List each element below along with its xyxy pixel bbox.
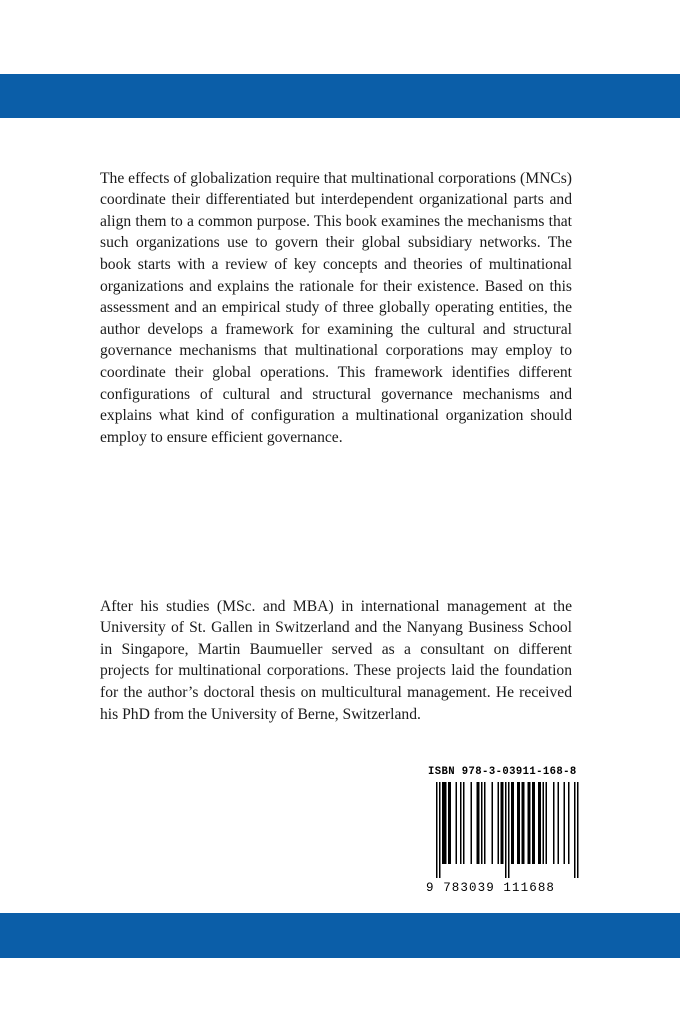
bottom-color-band	[0, 913, 680, 958]
isbn-barcode	[426, 766, 586, 895]
barcode-bar	[543, 782, 545, 864]
barcode-bar	[456, 782, 458, 864]
barcode-bar	[546, 782, 548, 864]
barcode-bar	[463, 782, 465, 864]
barcode-bar	[529, 782, 531, 864]
barcode-bar	[574, 782, 576, 878]
barcode-bar	[502, 782, 504, 864]
barcode-bar	[498, 782, 500, 864]
barcode-bar	[442, 782, 444, 864]
barcode-bar	[471, 782, 473, 864]
barcode-bar	[508, 782, 510, 878]
barcode-bar	[439, 782, 441, 878]
ean-digits: 9 783039 111688	[426, 881, 556, 895]
barcode-bar	[568, 782, 570, 864]
barcode-bar	[501, 782, 503, 864]
barcode-bar	[436, 782, 438, 878]
barcode-bar	[450, 782, 452, 864]
barcode-bar	[538, 782, 540, 864]
barcode-bar	[519, 782, 521, 864]
barcode-bar	[534, 782, 536, 864]
barcode-bar	[477, 782, 479, 864]
isbn-label: ISBN 978-3-03911-168-8	[428, 766, 577, 778]
barcode-bar	[484, 782, 486, 864]
barcode-bar	[444, 782, 446, 864]
barcode-bar	[540, 782, 542, 864]
barcode-bar	[460, 782, 462, 864]
author-bio: After his studies (MSc. and MBA) in international management at the University of St. Gallen in Switzerland and the Nanyang Business School in Singapore, Martin Baumueller served as a consultant on different projects for multinational corporations. These projects laid the foundation for the author’s doctoral thesis on multicultural management. He received his PhD from the University of Berne, Switzerland.	[100, 597, 572, 723]
barcode-bar	[532, 782, 534, 864]
barcode-bar	[511, 782, 513, 864]
barcode-bar	[481, 782, 483, 864]
top-color-band	[0, 74, 680, 118]
barcode-bar	[505, 782, 507, 878]
book-synopsis: The effects of globalization require that multinational corporations (MNCs) coordinate their differentiated but interdependent organizational parts and align them to a common purpose. This book examines the mechanisms that such organizations use to govern their global subsidiary networks. The book starts with a review of key concepts and theories of multinational organizations and explains the rationale for their existence. Based on this assessment and an empirical study of three globally operating entities, the author develops a framework for examining the cultural and structural governance mechanisms that multinational corporations may employ to coordinate their global operations. This framework identifies different configurations of cultural and structural governance mechanisms and explains what kind of configuration a multinational organization should employ to ensure efficient governance.	[100, 169, 572, 446]
barcode-bars	[426, 782, 586, 880]
barcode-bar	[558, 782, 560, 864]
barcode-bar	[517, 782, 519, 864]
barcode-bar	[553, 782, 555, 864]
barcode-bar	[492, 782, 494, 864]
barcode-bar	[445, 782, 447, 864]
barcode-bar	[564, 782, 566, 864]
barcode-bar	[577, 782, 579, 878]
barcode-bar	[528, 782, 530, 864]
barcode-bar	[523, 782, 525, 864]
barcode-bar	[448, 782, 450, 864]
barcode-bar	[513, 782, 515, 864]
barcode-bar	[522, 782, 524, 864]
barcode-bar	[478, 782, 480, 864]
